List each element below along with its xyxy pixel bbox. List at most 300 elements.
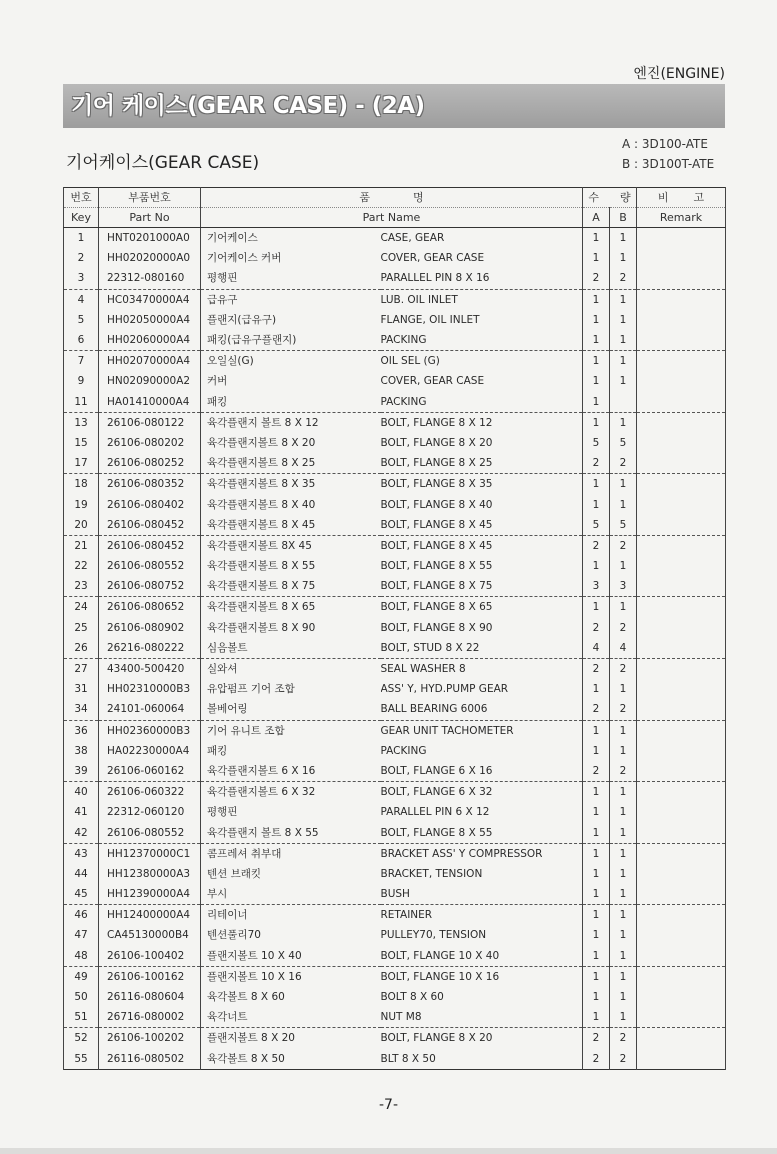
quantity-b-cell: 1 [610,474,637,495]
remark-cell [637,453,726,474]
header-key-en: Key [64,208,99,228]
remark-cell [637,966,726,987]
quantity-a-cell: 1 [583,966,610,987]
english-name-cell: COVER, GEAR CASE [381,248,583,268]
korean-name-cell: 텐션풀리70 [201,925,381,945]
key-cell: 7 [64,351,99,372]
key-cell: 1 [64,228,99,249]
part-number-cell: HH02360000B3 [99,720,201,741]
quantity-b-cell: 1 [610,925,637,945]
remark-cell [637,925,726,945]
quantity-b-cell: 2 [610,699,637,720]
table-row [64,474,726,495]
parts-table [63,187,726,1070]
key-cell: 49 [64,966,99,987]
remark-cell [637,268,726,289]
table-row [64,556,726,576]
table-row [64,658,726,679]
remark-cell [637,412,726,433]
part-number-cell: HH02060000A4 [99,330,201,351]
remark-cell [637,679,726,699]
quantity-b-cell: 4 [610,638,637,659]
quantity-a-cell: 5 [583,433,610,453]
header-part-ko: 부품번호 [99,188,201,208]
quantity-a-cell: 1 [583,310,610,330]
quantity-b-cell: 1 [610,248,637,268]
quantity-b-cell: 2 [610,1028,637,1049]
quantity-a-cell: 1 [583,905,610,926]
key-cell: 5 [64,310,99,330]
quantity-a-cell: 1 [583,330,610,351]
key-cell: 39 [64,761,99,782]
english-name-cell: BALL BEARING 6006 [381,699,583,720]
table-row [64,330,726,351]
part-number-cell: 26106-060322 [99,782,201,803]
quantity-a-cell: 2 [583,535,610,556]
remark-cell [637,822,726,843]
page-bottom-edge [0,1148,777,1154]
english-name-cell: BOLT, FLANGE 8 X 65 [381,597,583,618]
korean-name-cell: 육각볼트 8 X 50 [201,1049,381,1070]
remark-cell [637,638,726,659]
korean-name-cell: 육각플랜지볼트 8 X 45 [201,515,381,536]
english-name-cell: BRACKET, TENSION [381,864,583,884]
table-row [64,822,726,843]
table-row [64,720,726,741]
quantity-b-cell: 3 [610,576,637,597]
korean-name-cell: 기어케이스 커버 [201,248,381,268]
quantity-a-cell: 1 [583,392,610,413]
part-number-cell: 26106-080452 [99,535,201,556]
quantity-a-cell: 2 [583,453,610,474]
part-number-cell: HH02310000B3 [99,679,201,699]
quantity-a-cell: 1 [583,782,610,803]
english-name-cell: CASE, GEAR [381,228,583,249]
korean-name-cell: 육각플랜지 볼트 8 X 55 [201,822,381,843]
quantity-b-cell: 2 [610,1049,637,1070]
quantity-b-cell: 1 [610,966,637,987]
quantity-b-cell: 1 [610,987,637,1007]
part-number-cell: 26116-080604 [99,987,201,1007]
key-cell: 19 [64,494,99,514]
remark-cell [637,699,726,720]
quantity-a-cell: 1 [583,248,610,268]
korean-name-cell: 육각플랜지볼트 8 X 20 [201,433,381,453]
part-number-cell: 26106-060162 [99,761,201,782]
table-row [64,905,726,926]
remark-cell [637,782,726,803]
part-number-cell: HH12370000C1 [99,843,201,864]
korean-name-cell: 커버 [201,371,381,391]
korean-name-cell: 기어 유니트 조합 [201,720,381,741]
korean-name-cell: 텐션 브래킷 [201,864,381,884]
korean-name-cell: 육각플랜지볼트 8 X 25 [201,453,381,474]
korean-name-cell: 부시 [201,884,381,905]
remark-cell [637,576,726,597]
quantity-b-cell: 1 [610,946,637,967]
key-cell: 23 [64,576,99,597]
korean-name-cell: 플랜지볼트 8 X 20 [201,1028,381,1049]
key-cell: 34 [64,699,99,720]
key-cell: 40 [64,782,99,803]
quantity-a-cell: 1 [583,843,610,864]
english-name-cell: BOLT, FLANGE 8 X 45 [381,535,583,556]
table-row [64,453,726,474]
header-row-english [64,208,726,228]
key-cell: 11 [64,392,99,413]
quantity-a-cell: 2 [583,658,610,679]
korean-name-cell: 육각볼트 8 X 60 [201,987,381,1007]
header-key-ko: 번호 [64,188,99,208]
korean-name-cell: 플랜지(급유구) [201,310,381,330]
parts-table-body [64,228,726,1070]
table-row [64,494,726,514]
key-cell: 36 [64,720,99,741]
quantity-b-cell: 2 [610,268,637,289]
header-remark-ko [637,188,726,208]
quantity-a-cell: 1 [583,412,610,433]
korean-name-cell: 육각플랜지볼트 8 X 65 [201,597,381,618]
table-row [64,392,726,413]
quantity-b-cell: 1 [610,330,637,351]
key-cell: 9 [64,371,99,391]
key-cell: 50 [64,987,99,1007]
english-name-cell: PACKING [381,330,583,351]
quantity-b-cell: 2 [610,618,637,638]
part-number-cell: 24101-060064 [99,699,201,720]
part-number-cell: CA45130000B4 [99,925,201,945]
english-name-cell: LUB. OIL INLET [381,289,583,310]
english-name-cell: OIL SEL (G) [381,351,583,372]
quantity-a-cell: 1 [583,679,610,699]
quantity-b-cell: 1 [610,741,637,761]
korean-name-cell: 유압펌프 기어 조합 [201,679,381,699]
key-cell: 45 [64,884,99,905]
part-number-cell: HH02070000A4 [99,351,201,372]
english-name-cell: NUT M8 [381,1007,583,1028]
english-name-cell: BOLT 8 X 60 [381,987,583,1007]
remark-cell [637,720,726,741]
quantity-a-cell: 1 [583,371,610,391]
title-bar [63,84,725,128]
page-number: -7- [378,1097,398,1113]
key-cell: 21 [64,535,99,556]
english-name-cell: BOLT, FLANGE 6 X 16 [381,761,583,782]
section-label: 엔진(ENGINE) [633,66,725,82]
english-name-cell: BOLT, FLANGE 10 X 40 [381,946,583,967]
english-name-cell: BOLT, FLANGE 8 X 55 [381,556,583,576]
korean-name-cell: 볼베어링 [201,699,381,720]
quantity-b-cell: 2 [610,535,637,556]
quantity-b-cell: 1 [610,1007,637,1028]
quantity-a-cell: 1 [583,289,610,310]
english-name-cell: BRACKET ASS' Y COMPRESSOR [381,843,583,864]
quantity-b-cell: 1 [610,884,637,905]
quantity-a-cell: 2 [583,761,610,782]
english-name-cell: BOLT, FLANGE 8 X 75 [381,576,583,597]
key-cell: 52 [64,1028,99,1049]
key-cell: 41 [64,802,99,822]
korean-name-cell: 육각플랜지볼트 8 X 40 [201,494,381,514]
quantity-a-cell: 1 [583,720,610,741]
table-row [64,966,726,987]
table-row [64,925,726,945]
table-row [64,987,726,1007]
part-number-cell: HH02020000A0 [99,248,201,268]
key-cell: 2 [64,248,99,268]
part-number-cell: 26106-080122 [99,412,201,433]
quantity-a-cell: 1 [583,597,610,618]
quantity-b-cell: 1 [610,597,637,618]
table-row [64,802,726,822]
quantity-b-cell: 1 [610,679,637,699]
english-name-cell: PULLEY70, TENSION [381,925,583,945]
remark-cell [637,761,726,782]
quantity-a-cell: 1 [583,556,610,576]
table-row [64,1028,726,1049]
part-number-cell: HH02050000A4 [99,310,201,330]
key-cell: 18 [64,474,99,495]
table-row [64,248,726,268]
table-row [64,576,726,597]
remark-cell [637,392,726,413]
quantity-b-cell: 1 [610,310,637,330]
korean-name-cell: 육각플랜지볼트 6 X 16 [201,761,381,782]
quantity-a-cell: 1 [583,864,610,884]
part-number-cell: HA02230000A4 [99,741,201,761]
quantity-b-cell: 1 [610,351,637,372]
part-number-cell: 22312-080160 [99,268,201,289]
english-name-cell: RETAINER [381,905,583,926]
korean-name-cell: 실와셔 [201,658,381,679]
quantity-a-cell: 2 [583,1028,610,1049]
table-row [64,268,726,289]
remark-cell [637,1049,726,1070]
part-number-cell: 26106-100162 [99,966,201,987]
part-number-cell: HH12380000A3 [99,864,201,884]
quantity-b-cell: 1 [610,864,637,884]
remark-cell [637,597,726,618]
table-row [64,515,726,536]
part-number-cell: HNT0201000A0 [99,228,201,249]
remark-cell [637,515,726,536]
korean-name-cell: 콤프레셔 취부대 [201,843,381,864]
remark-cell [637,228,726,249]
header-qty-b: B [610,208,637,228]
remark-cell [637,494,726,514]
english-name-cell: PACKING [381,741,583,761]
part-number-cell: 26106-100202 [99,1028,201,1049]
table-row [64,946,726,967]
english-name-cell: BOLT, FLANGE 10 X 16 [381,966,583,987]
quantity-b-cell: 1 [610,822,637,843]
key-cell: 26 [64,638,99,659]
table-row [64,761,726,782]
quantity-b-cell: 1 [610,412,637,433]
quantity-a-cell: 5 [583,515,610,536]
table-row [64,618,726,638]
key-cell: 51 [64,1007,99,1028]
quantity-a-cell: 2 [583,618,610,638]
english-name-cell: BOLT, FLANGE 8 X 20 [381,1028,583,1049]
part-number-cell: 26106-100402 [99,946,201,967]
quantity-b-cell: 1 [610,371,637,391]
header-qty-ko-2: 량 [620,191,631,204]
quantity-a-cell: 1 [583,474,610,495]
quantity-b-cell: 1 [610,556,637,576]
quantity-a-cell: 1 [583,987,610,1007]
part-number-cell: 26106-080552 [99,556,201,576]
key-cell: 47 [64,925,99,945]
key-cell: 44 [64,864,99,884]
quantity-b-cell: 2 [610,761,637,782]
quantity-a-cell: 1 [583,925,610,945]
quantity-b-cell: 2 [610,658,637,679]
korean-name-cell: 육각플랜지볼트 8 X 55 [201,556,381,576]
quantity-a-cell: 1 [583,822,610,843]
quantity-a-cell: 1 [583,802,610,822]
part-number-cell: HN02090000A2 [99,371,201,391]
table-row [64,782,726,803]
quantity-b-cell: 1 [610,720,637,741]
korean-name-cell: 육각너트 [201,1007,381,1028]
key-cell: 25 [64,618,99,638]
quantity-a-cell: 1 [583,741,610,761]
part-number-cell: HH12400000A4 [99,905,201,926]
table-row [64,535,726,556]
english-name-cell: SEAL WASHER 8 [381,658,583,679]
table-row [64,679,726,699]
table-row [64,289,726,310]
part-number-cell: 26106-080402 [99,494,201,514]
remark-cell [637,905,726,926]
quantity-a-cell: 4 [583,638,610,659]
quantity-a-cell: 2 [583,699,610,720]
korean-name-cell: 급유구 [201,289,381,310]
remark-cell [637,535,726,556]
quantity-a-cell: 3 [583,576,610,597]
remark-cell [637,330,726,351]
header-qty-a: A [583,208,610,228]
table-row [64,864,726,884]
remark-cell [637,371,726,391]
quantity-a-cell: 1 [583,946,610,967]
part-number-cell: 26216-080222 [99,638,201,659]
quantity-b-cell: 1 [610,782,637,803]
korean-name-cell: 플랜지볼트 10 X 16 [201,966,381,987]
english-name-cell: FLANGE, OIL INLET [381,310,583,330]
korean-name-cell: 육각플랜지 볼트 8 X 12 [201,412,381,433]
part-number-cell: 43400-500420 [99,658,201,679]
remark-cell [637,1007,726,1028]
key-cell: 13 [64,412,99,433]
key-cell: 48 [64,946,99,967]
key-cell: 55 [64,1049,99,1070]
quantity-b-cell: 1 [610,289,637,310]
korean-name-cell: 오일실(G) [201,351,381,372]
subtitle: 기어케이스(GEAR CASE) [66,153,260,173]
korean-name-cell: 평행핀 [201,802,381,822]
table-row [64,884,726,905]
key-cell: 3 [64,268,99,289]
remark-cell [637,474,726,495]
remark-cell [637,310,726,330]
page-title: 기어 케이스(GEAR CASE) - (2A) [71,93,425,119]
remark-cell [637,1028,726,1049]
remark-cell [637,289,726,310]
part-number-cell: 26106-080202 [99,433,201,453]
english-name-cell: BOLT, FLANGE 8 X 45 [381,515,583,536]
english-name-cell: BOLT, FLANGE 8 X 12 [381,412,583,433]
english-name-cell: ASS' Y, HYD.PUMP GEAR [381,679,583,699]
header-remark-ko-2: 고 [693,191,705,204]
table-row [64,1007,726,1028]
english-name-cell: GEAR UNIT TACHOMETER [381,720,583,741]
table-row [64,699,726,720]
quantity-b-cell: 5 [610,433,637,453]
part-number-cell: 26116-080502 [99,1049,201,1070]
part-number-cell: 26716-080002 [99,1007,201,1028]
part-number-cell: 26106-080652 [99,597,201,618]
english-name-cell: BOLT, FLANGE 8 X 35 [381,474,583,495]
remark-cell [637,864,726,884]
key-cell: 31 [64,679,99,699]
table-row [64,351,726,372]
english-name-cell: BOLT, FLANGE 6 X 32 [381,782,583,803]
english-name-cell: PARALLEL PIN 8 X 16 [381,268,583,289]
table-row [64,638,726,659]
korean-name-cell: 평행핀 [201,268,381,289]
korean-name-cell: 패킹 [201,392,381,413]
table-row [64,371,726,391]
korean-name-cell: 심음볼트 [201,638,381,659]
part-number-cell: 22312-060120 [99,802,201,822]
key-cell: 38 [64,741,99,761]
key-cell: 24 [64,597,99,618]
english-name-cell: BOLT, FLANGE 8 X 90 [381,618,583,638]
english-name-cell: BOLT, FLANGE 8 X 25 [381,453,583,474]
header-name-en: Part Name [201,208,583,228]
part-number-cell: HC03470000A4 [99,289,201,310]
quantity-a-cell: 1 [583,1007,610,1028]
korean-name-cell: 육각플랜지볼트 6 X 32 [201,782,381,803]
english-name-cell: BOLT, FLANGE 8 X 55 [381,822,583,843]
remark-cell [637,987,726,1007]
key-cell: 43 [64,843,99,864]
table-row [64,433,726,453]
part-number-cell: 26106-080902 [99,618,201,638]
table-row [64,228,726,249]
korean-name-cell: 리테이너 [201,905,381,926]
quantity-b-cell: 1 [610,494,637,514]
quantity-a-cell: 1 [583,228,610,249]
table-row [64,1049,726,1070]
key-cell: 20 [64,515,99,536]
key-cell: 46 [64,905,99,926]
remark-cell [637,843,726,864]
table-row [64,310,726,330]
key-cell: 4 [64,289,99,310]
quantity-a-cell: 2 [583,268,610,289]
header-qty-ko [583,188,637,208]
remark-cell [637,946,726,967]
remark-cell [637,802,726,822]
key-cell: 22 [64,556,99,576]
key-cell: 27 [64,658,99,679]
part-number-cell: HA01410000A4 [99,392,201,413]
korean-name-cell: 패킹 [201,741,381,761]
header-qty-ko-1: 수 [588,191,599,204]
